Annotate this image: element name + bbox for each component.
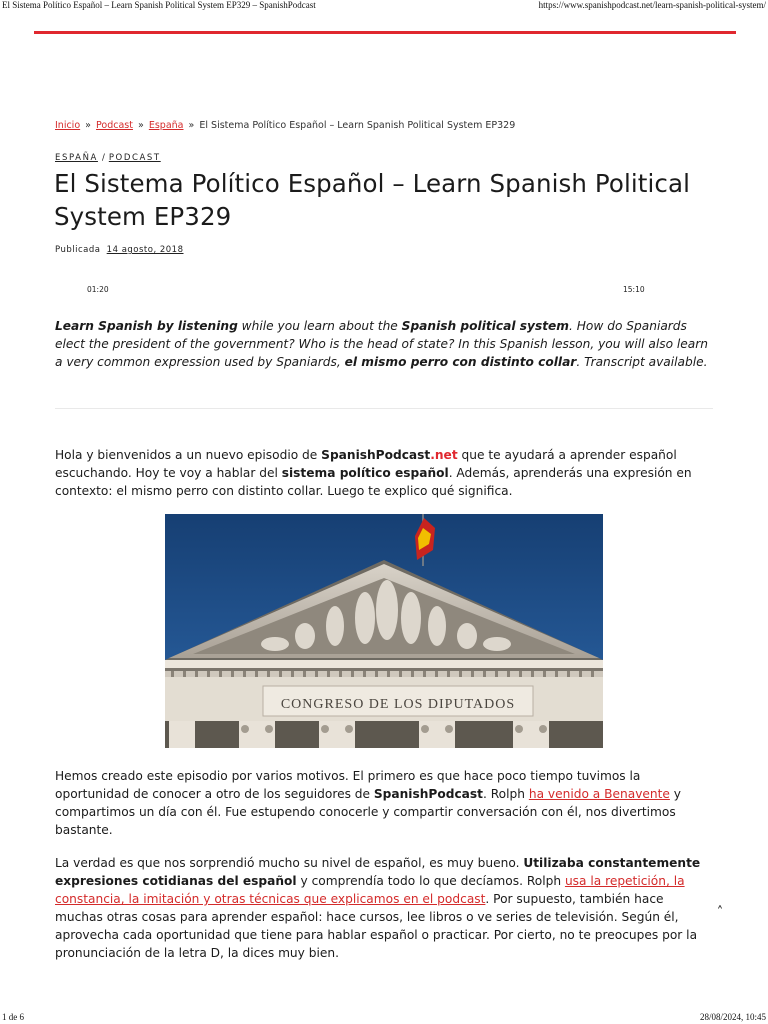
link-benavente[interactable]: ha venido a Benavente: [528, 787, 670, 801]
page-title: El Sistema Político Español – Learn Spanish Political System EP329: [54, 169, 690, 231]
player-current-time: 01:20: [87, 285, 109, 294]
category-link-espana[interactable]: ESPAÑA: [55, 153, 98, 163]
p3-text-1: La verdad es que nos sorprendió mucho su nivel de español, es muy bueno.: [55, 856, 524, 870]
intro-bold-5: el mismo perro con distinto collar: [344, 355, 577, 369]
header-accent-rule: [34, 31, 736, 34]
print-datetime: 28/08/2024, 10:45: [699, 1012, 766, 1022]
intro-bold-3: Spanish political system: [401, 319, 569, 333]
player-duration: 15:10: [623, 285, 645, 294]
breadcrumb-separator: »: [188, 120, 195, 131]
print-footer: [0, 1012, 768, 1024]
chevron-up-icon: ˄: [716, 905, 724, 920]
breadcrumb-current: El Sistema Político Español – Learn Spanish Political System EP329: [199, 120, 516, 131]
print-header-title: El Sistema Político Español – Learn Spanish Political System EP329 – SpanishPodcast: [2, 0, 316, 10]
breadcrumb-separator: »: [138, 120, 144, 131]
breadcrumb-link-espana[interactable]: España: [148, 120, 184, 131]
p1-text-4: . Además, aprenderás una expresión en contexto: el mismo perro con distinto collar. Luego te explico qué significa.: [55, 466, 692, 498]
print-header-url: https://www.spanishpodcast.net/learn-spanish-political-system/: [538, 0, 766, 10]
category-separator: /: [101, 153, 105, 163]
print-page-number: 1 de 6: [2, 1012, 24, 1022]
congreso-image: [165, 514, 603, 748]
intro-text-6: . Transcript available.: [576, 355, 708, 369]
p3-text-4: . Por supuesto, también hace muchas otras cosas para aprender español: hace cursos, lee libros o ve series de televisión. Según él, aprovecha cada oportunidad que tiene para hablar español o practicar. Por cierto, no te preocupes por la pronunciación de la letra D, la dices muy bien.: [55, 892, 698, 960]
category-link-podcast[interactable]: PODCAST: [108, 153, 161, 163]
published-label: Publicada: [55, 245, 101, 255]
p1-text-2: que te ayudará a aprender español escuchando. Hoy te voy a hablar del: [55, 448, 677, 480]
breadcrumb: [55, 120, 515, 131]
inscription-text: CONGRESO DE LOS DIPUTADOS: [280, 697, 516, 712]
paragraph-3: [55, 854, 715, 962]
published-date-link[interactable]: 14 agosto, 2018: [106, 245, 184, 255]
breadcrumb-link-inicio[interactable]: Inicio: [55, 120, 81, 131]
breadcrumb-separator: »: [85, 120, 91, 131]
content-divider: [55, 408, 713, 409]
scroll-to-top-button[interactable]: [712, 905, 728, 921]
p1-text-1: Hola y bienvenidos a un nuevo episodio de: [55, 448, 322, 462]
p2-text-4: y compartimos un día con él. Fue estupendo conocerle y compartir conversación con él, nos divertimos bastante.: [55, 787, 681, 837]
p2-text-1: Hemos creado este episodio por varios motivos. El primero es que hace poco tiempo tuvimos la oportunidad de conocer a otro de los seguidores de: [55, 769, 641, 801]
brand-tld: .net: [430, 448, 458, 462]
p2-bold-brand: SpanishPodcast: [373, 787, 483, 801]
print-header: [0, 0, 768, 14]
brand-name: SpanishPodcast: [321, 448, 431, 462]
paragraph-1: [55, 446, 715, 500]
p2-text-3: . Rolph: [482, 787, 529, 801]
breadcrumb-link-podcast[interactable]: Podcast: [96, 120, 133, 131]
intro-text-2: while you learn about the: [237, 319, 402, 333]
audio-player[interactable]: [55, 280, 715, 304]
episode-intro: [55, 317, 715, 371]
p1-bold-3: sistema político español: [281, 466, 449, 480]
intro-text-4: . How do Spaniards elect the president of the government? Who is the head of state? In this Spanish lesson, you will also learn a very common expression used by Spaniards,: [55, 319, 708, 369]
paragraph-2: [55, 767, 715, 839]
p3-bold-2: Utilizaba constantemente expresiones cotidianas del español: [55, 856, 701, 888]
post-categories: [55, 153, 161, 163]
p3-text-3: y comprendía todo lo que decíamos. Rolph: [296, 874, 565, 888]
published-meta: [55, 245, 184, 255]
intro-bold-1: Learn Spanish by listening: [55, 319, 238, 333]
link-techniques[interactable]: usa la repetición, la constancia, la imitación y otras técnicas que explicamos en el podcast: [55, 874, 685, 906]
